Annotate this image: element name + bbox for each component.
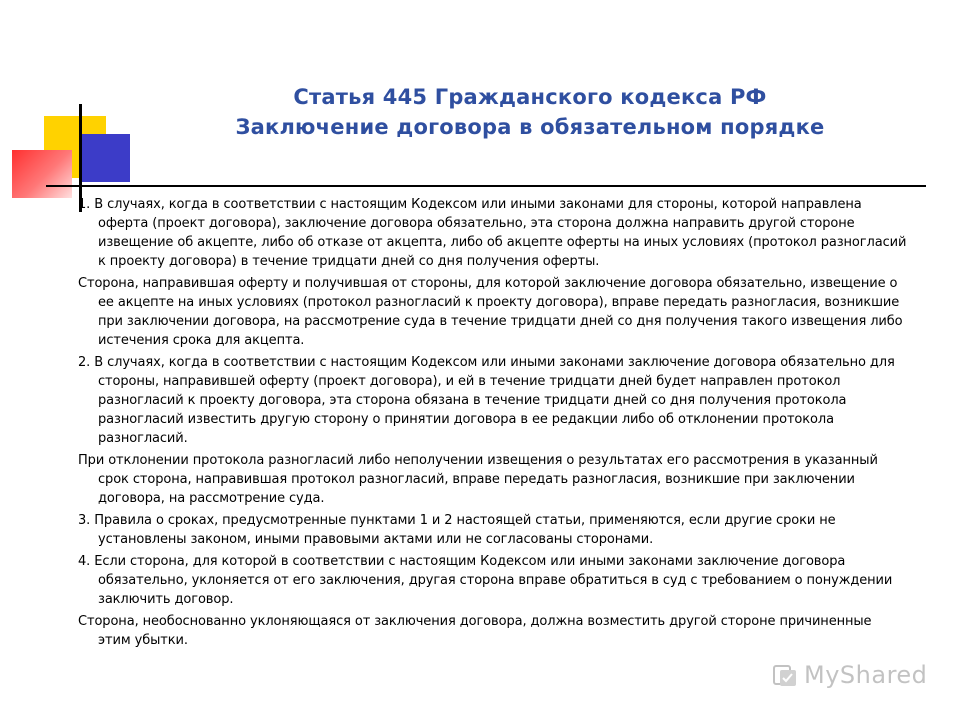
paragraph-7: Сторона, необоснованно уклоняющаяся от заключения договора, должна возместить другой стороне причиненные этим убытки. [78,614,872,648]
decor-red-square [12,150,72,198]
paragraph-4: При отклонении протокола разногласий либо неполучении извещения о результатах его рассмотрения в указанный срок сторона, направившая протокол разногласий, вправе передать разногласия, возникшие при заключении договора, на рассмотрение суда. [78,453,878,506]
paragraph-2: Сторона, направившая оферту и получившая от стороны, для которой заключение договора обязательно, извещение о ее акцепте на иных условиях (протокол разногласий к проекту договора), вправе передать разногласия, возникшие при заключении договора, на рассмотрение суда в течение тридцати дней со дня получения такого извещения либо истечения срока для акцепта. [78,276,903,348]
watermark-text: MyShared [804,661,928,689]
decor-horizontal-line [46,185,926,187]
slide-title [140,82,920,142]
title-line-1: Статья 445 Гражданского кодекса РФ [293,85,767,109]
paragraph-1: 1. В случаях, когда в соответствии с настоящим Кодексом или иными законами для стороны, которой направлена оферта (проект договора), заключение договора обязательно, эта сторона должна направить другой стороне извещение об акцепте, либо об отказе от акцепта, либо об акцепте оферты на иных условиях (протокол разногласий к проекту договора) в течение тридцати дней со дня получения оферты. [78,197,907,269]
article-body [78,195,908,653]
watermark [772,658,927,692]
title-line-2: Заключение договора в обязательном порядке [235,115,825,139]
decor-blue-square [82,134,130,182]
paragraph-6: 4. Если сторона, для которой в соответствии с настоящим Кодексом или иными законами заключение договора обязательно, уклоняется от его заключения, другая сторона вправе обратиться в суд с требованием о понуждении заключить договор. [78,554,893,607]
paragraph-3: 2. В случаях, когда в соответствии с настоящим Кодексом или иными законами заключение договора обязательно для стороны, направившей оферту (проект договора), и ей в течение тридцати дней будет направлен протокол разногласий к проекту договора, эта сторона обязана в течение тридцати дней со дня получения протокола разногласий известить другую сторону о принятии договора в ее редакции либо об отклонении протокола разногласий. [78,355,895,446]
paragraph-5: 3. Правила о сроках, предусмотренные пунктами 1 и 2 настоящей статьи, применяются, если другие сроки не установлены законом, иными правовыми актами или не согласованы сторонами. [78,513,836,547]
watermark-logo-icon [772,662,798,688]
